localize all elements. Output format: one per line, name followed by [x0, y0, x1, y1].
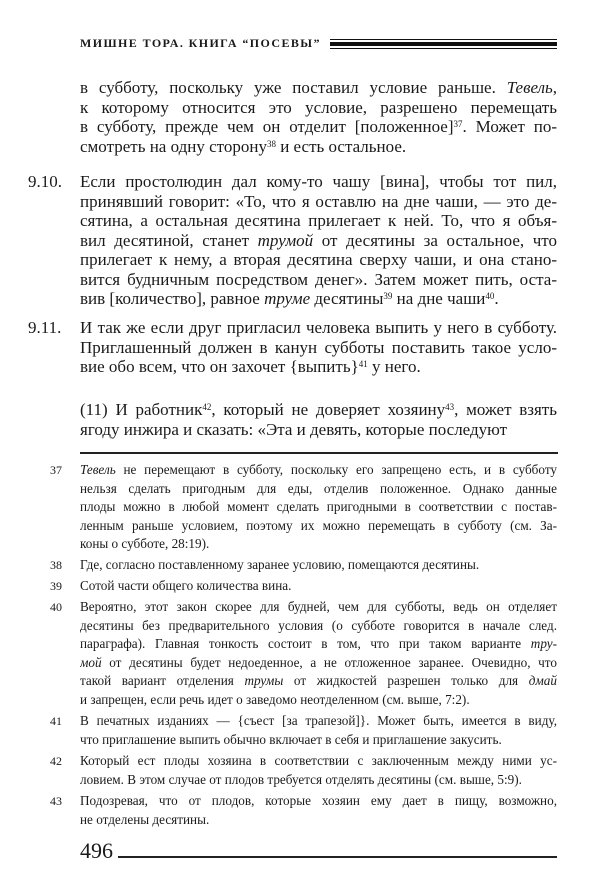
- footer-rule: [118, 856, 557, 858]
- text-run: труме: [264, 289, 311, 308]
- footnote-line: [80, 691, 557, 710]
- text-line: [80, 78, 557, 98]
- text-run: Если простолюдин дал кому-то чашу [вина], чтобы тот пил,: [80, 172, 557, 191]
- text-line: [80, 98, 557, 118]
- text-line: [80, 117, 557, 137]
- text-run: ленным раньше условием, поэтому их можно перемещать в субботу (см. За-: [80, 517, 557, 533]
- text-run: вится будничным посредством денег». Затем может пить, оста-: [80, 269, 557, 289]
- footnote-line: [80, 792, 557, 811]
- text-run: Тевель: [506, 78, 553, 97]
- paragraph-number: 9.11.: [28, 318, 62, 337]
- text-run: И так же если друг пригласил человека выпить у него в субботу.: [80, 318, 557, 337]
- text-run: не перемещают в субботу, поскольку его запрещено есть, и в субботу: [115, 462, 557, 477]
- footnote-ref[interactable]: 40: [485, 291, 495, 301]
- running-header: МИШНЕ ТОРА. КНИГА “ПОСЕВЫ”: [80, 36, 321, 50]
- footnote-line: [80, 672, 557, 691]
- paragraph: [80, 400, 557, 439]
- footnote-ref[interactable]: 41: [358, 359, 368, 369]
- text-run: ягоду инжира и сказать: «Эта и девять, которые последуют: [80, 419, 508, 439]
- text-line: [80, 357, 557, 377]
- footnote-line: [80, 556, 557, 575]
- text-run: Который ест плоды хозяина в соответствии с заключенным между ними ус-: [80, 753, 557, 768]
- footnote-line: [80, 535, 557, 554]
- text-run: дмай: [528, 673, 557, 688]
- text-run: вил десятиной, станет: [80, 230, 258, 250]
- footnote-line: [80, 461, 557, 480]
- footnote-ref[interactable]: 39: [383, 291, 393, 301]
- text-run: коны о субботе, 28:19).: [80, 536, 210, 551]
- text-run: Сотой части общего количества вина.: [80, 578, 292, 593]
- text-run: и запрещен, если речь идет о заведомо неотделенном (см. выше, 7:2).: [80, 691, 470, 707]
- text-run: такой вариант отделения: [80, 673, 245, 688]
- footnote: [50, 577, 557, 596]
- paragraph-number: 9.10.: [28, 172, 62, 191]
- text-run: трумы: [244, 673, 284, 688]
- text-run: не отделены десятины.: [80, 811, 210, 827]
- footnote: [50, 461, 557, 554]
- text-run: от десятины будет недоеденное, а не отложенное заранее. Очевидно, что: [101, 654, 557, 670]
- text-run: нельзя сделать пригодным для еды, отделив положенное. Однако данные: [80, 480, 557, 496]
- footnote-line: [80, 598, 557, 617]
- footnote-line: [80, 577, 557, 596]
- text-run: Приглашенный должен в канун субботы поставить такое усло-: [80, 337, 557, 357]
- footnote-line: [80, 654, 557, 673]
- text-line: [80, 211, 557, 231]
- text-run: В печатных изданиях — {съест [за трапезой]}. Может быть, имеется в виду,: [80, 713, 557, 728]
- text-run: в субботу, прежде чем он отделит [положенное]: [80, 117, 454, 136]
- text-run: к которому относится это условие, разрешено перемещать: [80, 97, 557, 117]
- text-run: мой: [80, 654, 102, 670]
- paragraph: [80, 78, 557, 156]
- text-run: на дне чаши: [392, 289, 486, 308]
- text-line: [80, 318, 557, 338]
- text-run: , может взять: [454, 400, 557, 419]
- text-run: (11) И работник: [80, 400, 203, 419]
- text-run: Вероятно, этот закон скорее для будней, чем для субботы, ведь он отделяет: [80, 599, 557, 614]
- footnote-number: 40: [50, 600, 62, 614]
- footnote-divider: [80, 452, 558, 454]
- footnote-number: 38: [50, 558, 62, 572]
- text-run: . Может по-: [462, 117, 557, 136]
- footnote-line: [80, 771, 557, 790]
- footnote-ref[interactable]: 43: [445, 402, 455, 412]
- text-run: Тевель: [80, 462, 116, 477]
- text-run: ,: [552, 78, 557, 97]
- text-run: от десятины за остальное, что: [313, 230, 557, 250]
- text-line: [80, 137, 557, 157]
- text-line: [80, 400, 557, 420]
- footnote-line: [80, 617, 557, 636]
- text-run: и есть остальное.: [275, 136, 407, 156]
- footnote: [50, 598, 557, 709]
- footnote: [50, 792, 557, 829]
- text-run: трумой: [257, 230, 314, 250]
- text-run: что приглашение выпить обычно включает в себя и приглашение закусить.: [80, 731, 502, 747]
- text-line: [80, 231, 557, 251]
- footnote-line: [80, 712, 557, 731]
- footnote: [50, 556, 557, 575]
- text-run: Где, согласно поставленному заранее условию, помещаются десятины.: [80, 557, 480, 572]
- text-line: [80, 289, 557, 309]
- text-line: [80, 172, 557, 192]
- page-number: 496: [80, 838, 113, 863]
- footnote-ref[interactable]: 37: [453, 119, 463, 129]
- text-run: параграфа). Главная тонкость состоит в том, что при таком варианте: [80, 636, 531, 651]
- footnote-line: [80, 498, 557, 517]
- text-line: [80, 270, 557, 290]
- text-run: , который не доверяет хозяину: [211, 400, 446, 419]
- text-run: смотреть на одну сторону: [80, 136, 267, 156]
- text-run: прилегает к нему, а вторая десятина сверху чаши, и она стано-: [80, 250, 557, 269]
- footnote-line: [80, 635, 557, 654]
- footnote-ref[interactable]: 42: [202, 402, 212, 412]
- footnote-line: [80, 517, 557, 536]
- footnote-number: 42: [50, 754, 62, 768]
- footnote-number: 37: [50, 463, 62, 477]
- text-run: в субботу, поскольку уже поставил условие раньше.: [80, 78, 507, 97]
- footnote-ref[interactable]: 38: [266, 138, 276, 149]
- footnote-number: 39: [50, 579, 62, 593]
- paragraph: [28, 172, 557, 309]
- footnote: [50, 712, 557, 749]
- footnote-line: [80, 811, 557, 830]
- text-run: Подозревая, что от плодов, которые хозяин ему дает в пищу, возможно,: [80, 793, 557, 808]
- text-run: вие обо всем, что он захочет {выпить}: [80, 357, 359, 376]
- text-run: .: [494, 289, 499, 308]
- text-run: десятины: [310, 289, 384, 308]
- text-line: [80, 420, 557, 440]
- text-line: [80, 338, 557, 358]
- text-line: [80, 250, 557, 270]
- footnote-line: [80, 480, 557, 499]
- text-run: плоды можно в любой момент сделать пригодными в соответствии с постав-: [80, 499, 557, 514]
- footnote-number: 41: [50, 714, 62, 728]
- text-line: [80, 192, 557, 212]
- text-run: вив [количество], равное: [80, 289, 265, 308]
- text-run: тру-: [530, 636, 557, 651]
- text-run: от жидкостей разрешен только для: [283, 673, 529, 688]
- footnote-line: [80, 731, 557, 750]
- text-run: сятина, а остальная десятина прилегает к ней. То, что я объя-: [80, 211, 557, 230]
- text-run: принявший говорит: «То, что я оставлю на дне чаши, — это де-: [80, 191, 557, 211]
- footnote-line: [80, 752, 557, 771]
- paragraph: [28, 318, 557, 377]
- text-run: десятины без предварительного условия (о субботе говорится в начале след.: [80, 617, 557, 633]
- text-run: у него.: [367, 357, 421, 376]
- footnote-number: 43: [50, 794, 62, 808]
- text-run: ловием. В этом случае от плодов требуется отделять десятины (см. выше, 5:9).: [80, 771, 522, 787]
- header-rule: [330, 39, 557, 51]
- footnote: [50, 752, 557, 789]
